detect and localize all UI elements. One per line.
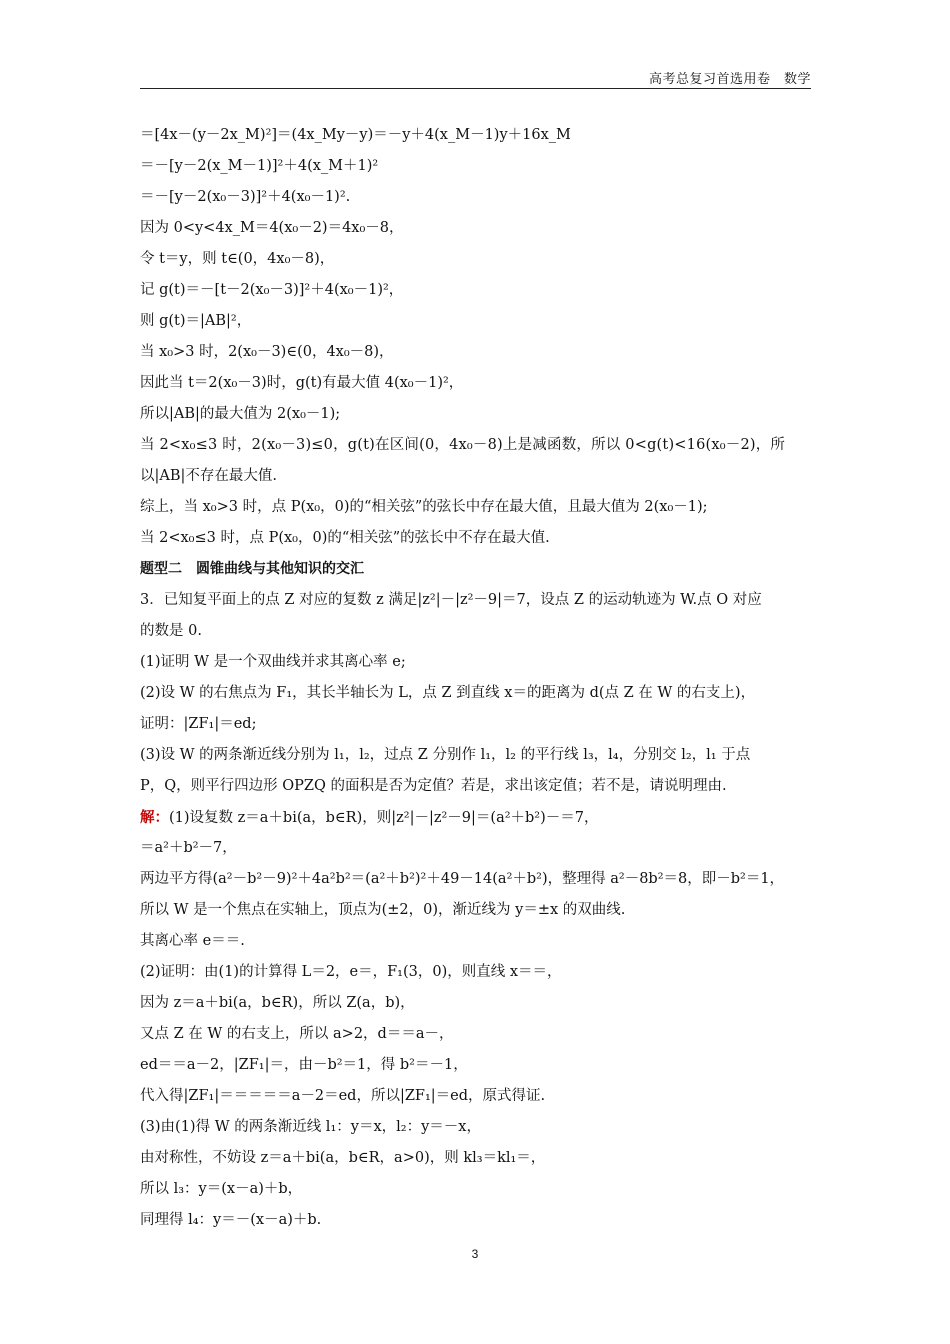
problem-line: 证明：|ZF₁|＝ed;: [140, 716, 257, 732]
solution-line: 又点 Z 在 W 的右支上，所以 a>2，d＝＝a－，: [140, 1026, 454, 1042]
header-title: 高考总复习首选用卷 数学: [648, 72, 811, 87]
text-line: 当 2<x₀≤3 时，2(x₀－3)≤0，g(t)在区间(0，4x₀－8)上是减函数，所以 0<g(t)<16(x₀－2)，所: [140, 437, 786, 453]
page-content: [140, 120, 812, 1236]
solution-line: (3)由(1)得 W 的两条渐近线 l₁：y＝x，l₂：y＝－x，: [140, 1119, 481, 1135]
solution-line: 由对称性，不妨设 z＝a＋bi(a，b∈R，a>0)，则 kl₃＝kl₁＝，: [140, 1150, 546, 1166]
solution-line: ＝a²＋b²－7，: [140, 840, 237, 856]
solution-first-text: (1)设复数 z＝a＋bi(a，b∈R)，则|z²|－|z²－9|＝(a²＋b²)－＝7，: [169, 810, 599, 826]
text-line: 当 x₀>3 时，2(x₀－3)∈(0，4x₀－8)，: [140, 344, 394, 360]
text-line: ＝[4x－(y－2x_M)²]＝(4x_My－y)＝－y＋4(x_M－1)y＋16x_M: [140, 127, 571, 143]
solution-line: 所以 l₃：y＝(x－a)＋b，: [140, 1181, 303, 1197]
solution-line: 代入得|ZF₁|＝＝＝＝＝a－2＝ed，所以|ZF₁|＝ed，原式得证.: [140, 1088, 546, 1104]
problem-line: 3．已知复平面上的点 Z 对应的复数 z 满足|z²|－|z²－9|＝7，设点 Z 的运动轨迹为 W.点 O 对应: [140, 592, 762, 608]
problem-line: 的数是 0.: [140, 623, 202, 639]
text-line: 令 t＝y，则 t∈(0，4x₀－8)，: [140, 251, 335, 267]
solution-first-line: [140, 802, 812, 833]
solution-line: 其离心率 e＝＝.: [140, 933, 245, 949]
problem-line: P，Q，则平行四边形 OPZQ 的面积是否为定值？若是，求出该定值；若不是，请说明理由.: [140, 778, 727, 794]
solution-line: 所以 W 是一个焦点在实轴上，顶点为(±2，0)，渐近线为 y＝±x 的双曲线.: [140, 902, 626, 918]
text-line: 当 2<x₀≤3 时，点 P(x₀，0)的“相关弦”的弦长中不存在最大值.: [140, 530, 550, 546]
problem-line: (2)设 W 的右焦点为 F₁，其长半轴长为 L，点 Z 到直线 x＝的距离为 d(点 Z 在 W 的右支上)，: [140, 685, 756, 701]
solution-line: 因为 z＝a＋bi(a，b∈R)，所以 Z(a，b)，: [140, 995, 415, 1011]
text-line: 记 g(t)＝－[t－2(x₀－3)]²＋4(x₀－1)²，: [140, 282, 404, 298]
page-number: 3: [471, 1247, 479, 1261]
text-line: 所以|AB|的最大值为 2(x₀－1);: [140, 406, 341, 422]
solution-label: 解：: [140, 809, 169, 826]
problem-line: (3)设 W 的两条渐近线分别为 l₁，l₂，过点 Z 分别作 l₁，l₂ 的平行线 l₃，l₄，分别交 l₂，l₁ 于点: [140, 747, 751, 763]
text-line: 因此当 t＝2(x₀－3)时，g(t)有最大值 4(x₀－1)²，: [140, 375, 464, 391]
solution-line: 同理得 l₄：y＝－(x－a)＋b.: [140, 1212, 322, 1228]
text-line: 综上，当 x₀>3 时，点 P(x₀，0)的“相关弦”的弦长中存在最大值，且最大值为 2(x₀－1);: [140, 499, 708, 515]
text-line: 因为 0<y<4x_M＝4(x₀－2)＝4x₀－8，: [140, 220, 404, 236]
solution-line: ed＝＝a－2，|ZF₁|＝，由－b²＝1，得 b²＝－1，: [140, 1057, 468, 1073]
text-line: 以|AB|不存在最大值.: [140, 468, 278, 484]
problem-line: (1)证明 W 是一个双曲线并求其离心率 e;: [140, 654, 406, 670]
solution-line: (2)证明：由(1)的计算得 L＝2，e＝，F₁(3，0)，则直线 x＝＝，: [140, 964, 562, 980]
page-header: [140, 66, 811, 89]
section-title: 题型二 圆锥曲线与其他知识的交汇: [140, 561, 364, 577]
solution-line: 两边平方得(a²－b²－9)²＋4a²b²＝(a²＋b²)²＋49－14(a²＋b²)，整理得 a²－8b²＝8，即－b²＝1，: [140, 871, 785, 887]
text-line: ＝－[y－2(x₀－3)]²＋4(x₀－1)².: [140, 189, 351, 205]
text-line: ＝－[y－2(x_M－1)]²＋4(x_M＋1)²: [140, 158, 379, 174]
text-line: 则 g(t)＝|AB|²，: [140, 313, 252, 329]
